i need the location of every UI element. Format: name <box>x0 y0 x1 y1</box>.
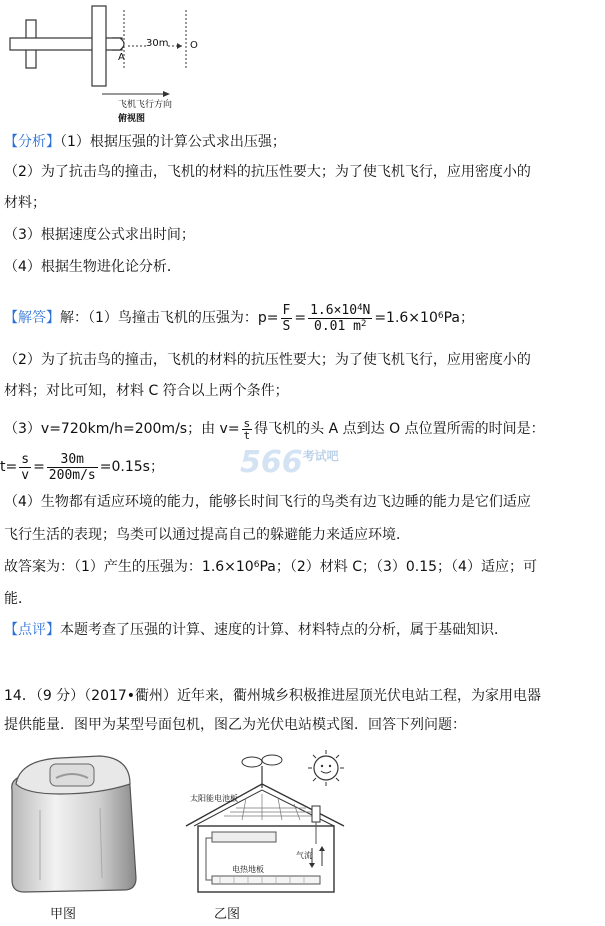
velocity-formula-fraction: $\frac{s}{t}$ <box>243 416 251 442</box>
time-formula-fraction: $\frac{s}{v}$ <box>21 451 30 483</box>
distance-label: 30m <box>146 38 169 49</box>
answer-tag: 【解答】 <box>4 310 60 326</box>
answer-line-6: （4）生物都有适应环境的能力，能够长时间飞行的鸟类有边飞边睡的能力是它们适应 <box>4 494 531 510</box>
flight-direction-label: 飞机飞行方向 <box>118 100 173 110</box>
analysis-line-2: （2）为了抗击鸟的撞击，飞机的材料的抗压性要大；为了使飞机飞行，应用密度小的 <box>4 164 531 180</box>
answer-line-2: （2）为了抗击鸟的撞击，飞机的材料的抗压性要大；为了使飞机飞行，应用密度小的 <box>4 352 531 368</box>
analysis-tag: 【分析】 <box>4 134 60 150</box>
answer-line-3: 材料；对比可知，材料 C 符合以上两个条件； <box>4 383 289 399</box>
analysis-line-1: 【分析】（1）根据压强的计算公式求出压强； <box>4 134 286 150</box>
site-watermark: 566考试吧 <box>240 445 339 480</box>
point-a-label: A <box>118 52 125 63</box>
pressure-value-fraction: $\frac{1.6\times 10^4N}{0.01 m^2}$ <box>310 302 371 334</box>
point-o-label: O <box>190 40 198 51</box>
question-14-line-1: 14．（9 分）（2017•衢州）近年来，衢州城乡积极推进屋顶光伏电站工程，为家用电器 <box>4 688 542 704</box>
figure-a-caption: 甲图 <box>50 907 77 922</box>
comment-line: 【点评】本题考查了压强的计算、速度的计算、材料特点的分析，属于基础知识． <box>4 622 508 638</box>
airplane-top-view-diagram <box>0 0 230 118</box>
diagram-caption: 俯视图 <box>118 114 146 124</box>
answer-line-8: 故答案为：（1）产生的压强为：$1.6\times 10^6Pa$；（2）材料 C；（3）0.15；（4）适应；可 <box>4 559 537 575</box>
bread-maker-figure <box>0 750 150 900</box>
question-14-line-2: 提供能量．图甲为某型号面包机，图乙为光伏电站模式图．回答下列问题： <box>4 717 466 733</box>
answer-line-9: 能． <box>4 591 32 607</box>
solar-house-figure <box>176 748 376 898</box>
answer-line-5: t= $\frac{s}{v}$ = $\frac{30m}{200m/s}$ =0.15s； <box>0 451 164 483</box>
analysis-line-4: （3）根据速度公式求出时间； <box>4 227 195 243</box>
analysis-line-5: （4）根据生物进化论分析． <box>4 259 181 275</box>
analysis-line-3: 材料； <box>4 195 46 211</box>
answer-line-7: 飞行生活的表现；鸟类可以通过提高自己的躲避能力来适应环境． <box>4 527 410 543</box>
figure-b-caption: 乙图 <box>214 907 241 922</box>
heating-floor-label: 电热地板 <box>232 865 264 874</box>
solar-panel-label: 太阳能电池板 <box>190 794 238 803</box>
pressure-formula-fraction: $\frac{F}{S}$ <box>282 302 291 334</box>
comment-tag: 【点评】 <box>4 622 60 638</box>
answer-line-4: （3）v=720km/h=200m/s；由 v= $\frac{s}{t}$ 得飞机的头 A 点到达 O 点位置所需的时间是： <box>4 416 545 442</box>
airflow-label: 气流 <box>296 851 312 860</box>
answer-line-1: 【解答】解：（1）鸟撞击飞机的压强为：p= $\frac{F}{S}$ = $\frac{1.6\times 10^4N}{0.01 m^2}$ $=1.6\times 10^6Pa$； <box>4 302 474 334</box>
time-value-fraction: $\frac{30m}{200m/s}$ <box>48 451 96 483</box>
